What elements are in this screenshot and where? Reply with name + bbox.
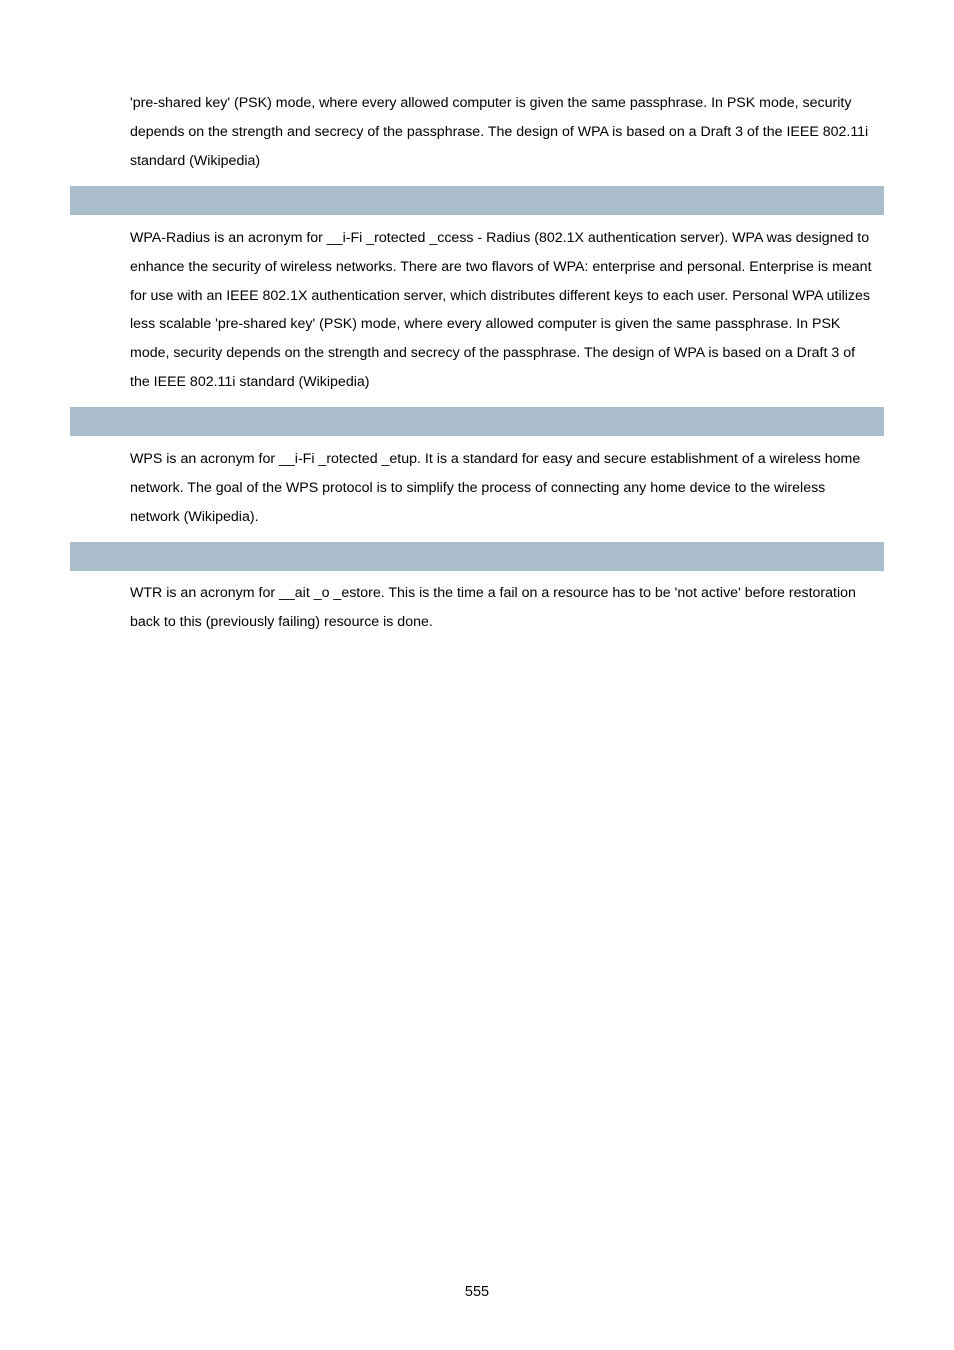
paragraph-wps [130, 445, 890, 531]
text-line: enhance the security of wireless networks. There are two flavors of WPA: enterprise and personal. Enterprise is meant [130, 258, 872, 275]
text-line: less scalable 'pre-shared key' (PSK) mode, where every allowed computer is given the same passphrase. In PSK [130, 316, 841, 333]
text-line: WPA-Radius is an acronym for __i-Fi _rotected _ccess - Radius (802.1X authentication server). WPA was designed to [130, 230, 870, 246]
paragraph-wpa-psk-continuation [130, 89, 890, 175]
page-number: 555 [464, 1284, 490, 1300]
text-line: 'pre-shared key' (PSK) mode, where every allowed computer is given the same passphrase. In PSK mode, security [130, 95, 852, 111]
text-line: for use with an IEEE 802.1X authentication server, which distributes different keys to each user. Personal WPA utilizes [130, 287, 870, 304]
text-line: the IEEE 802.11i standard (Wikipedia) [130, 373, 370, 390]
text-line: network. The goal of the WPS protocol is to simplify the process of connecting any home device to the wireless [130, 479, 826, 496]
paragraph-wpa-radius [130, 224, 890, 397]
paragraph-wtr [130, 579, 890, 637]
text-line: depends on the strength and secrecy of the passphrase. The design of WPA is based on a Draft 3 of the IEEE 802.11i [130, 123, 869, 140]
text-line: WTR is an acronym for __ait _o _estore. This is the time a fail on a resource has to be 'not active' before restoration [130, 585, 856, 601]
section-header-bar [70, 542, 884, 571]
text-line: back to this (previously failing) resource is done. [130, 613, 433, 630]
text-line: WPS is an acronym for __i-Fi _rotected _etup. It is a standard for easy and secure establishment of a wireless home [130, 451, 861, 467]
text-line: network (Wikipedia). [130, 508, 259, 525]
section-header-bar [70, 186, 884, 215]
text-line: standard (Wikipedia) [130, 152, 261, 169]
text-line: mode, security depends on the strength and secrecy of the passphrase. The design of WPA is based on a Draft 3 of [130, 345, 856, 362]
section-header-bar [70, 407, 884, 436]
